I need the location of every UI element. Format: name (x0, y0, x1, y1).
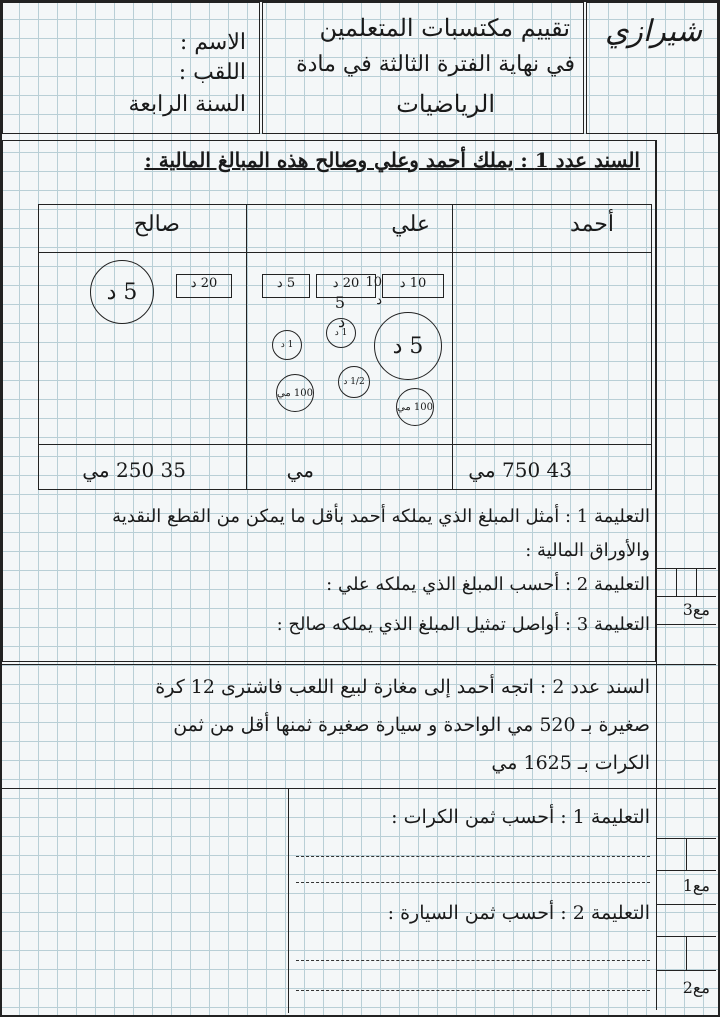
criterion2-box-mid (656, 870, 716, 871)
coin-5-saleh: 5 د (90, 260, 154, 324)
banknote-20-ali: 20 د (316, 274, 376, 298)
criterion-2-label: مع2 (682, 978, 710, 997)
criterion-box-bottom (656, 624, 716, 625)
instruction-1: التعليمة 1 : أمثل المبلغ الذي يملكه أحمد بأقل ما يمكن من القطع النقدية (112, 506, 650, 527)
answer-line-2 (296, 882, 650, 883)
column-ali: علي (391, 212, 430, 237)
support2-line-3: الكرات بـ 1625 مي (491, 752, 650, 774)
instruction2-2: التعليمة 2 : أحسب ثمن السيارة : (387, 902, 650, 924)
criterion-tick-1 (676, 568, 677, 596)
table-col-divider-2 (452, 204, 453, 490)
instruction2-1: التعليمة 1 : أحسب ثمن الكرات : (391, 806, 650, 828)
instruction-2: التعليمة 2 : أحسب المبلغ الذي يملكه علي : (326, 574, 650, 595)
coin-1-ali-a: 1 د (326, 318, 356, 348)
table-header-line (38, 252, 652, 253)
support2-line-1: السند عدد 2 : اتجه أحمد إلى مغازة لبيع اللعب فاشترى 12 كرة (155, 676, 650, 698)
column-saleh: صالح (133, 212, 180, 237)
section-divider-1 (2, 664, 716, 665)
title-line-3: الرياضيات (396, 90, 495, 118)
coin-5-ahmed: 5 د (374, 312, 442, 380)
title-line-2: في نهاية الفترة الثالثة في مادة (296, 52, 575, 77)
criterion-1-label: مع1 (682, 876, 710, 895)
banknote-5-ali: 5 د (262, 274, 310, 298)
coin-100-ali: 100 مي (276, 374, 314, 412)
criterion-3-label: مع3 (682, 600, 710, 619)
teacher-name: شيرازي (604, 14, 702, 49)
banknote-20-saleh: 20 د (176, 274, 232, 298)
coin-half-ali: 1/2 د (338, 366, 370, 398)
answer-line-1 (296, 856, 650, 857)
year-label: السنة الرابعة (128, 92, 246, 117)
title-line-1: تقييم مكتسبات المتعلمين (319, 14, 570, 42)
column-ahmed: أحمد (570, 212, 614, 237)
right-margin-line (656, 140, 657, 1010)
criterion-tick-2 (696, 568, 697, 596)
coin-1-ali-b: 1 د (272, 330, 302, 360)
table-total-line (38, 444, 652, 445)
criterion-box-top (656, 568, 716, 569)
criterion3-box-mid (656, 970, 716, 971)
instruction-3: التعليمة 3 : أواصل تمثيل المبلغ الذي يملكه صالح : (276, 614, 650, 635)
total-ali: مي (286, 458, 314, 482)
name-label: الاسم : (179, 30, 246, 55)
support2-line-2: صغيرة بـ 520 مي الواحدة و سيارة صغيرة ثمنها أقل من ثمن (173, 714, 650, 736)
section-divider-2 (2, 788, 716, 789)
surname-label: اللقب : (178, 60, 246, 85)
banknote-10-ahmed: 10 د (382, 274, 444, 298)
answer-line-4 (296, 990, 650, 991)
criterion2-tick (686, 838, 687, 870)
criterion-box-mid (656, 596, 716, 597)
table-col-divider-1 (246, 204, 247, 490)
total-saleh: 35 250 مي (82, 458, 186, 482)
section2-left-divider (288, 788, 289, 1013)
criterion2-box-bottom (656, 904, 716, 905)
answer-line-3 (296, 960, 650, 961)
coin-100-ahmed: 100 مي (396, 388, 434, 426)
total-ahmed: 43 750 مي (468, 458, 572, 482)
criterion3-tick (686, 936, 687, 970)
support1-heading: السند عدد 1 : يملك أحمد وعلي وصالح هذه المبالغ المالية : (144, 148, 640, 172)
instruction-1-continued: والأوراق المالية : (525, 540, 650, 561)
